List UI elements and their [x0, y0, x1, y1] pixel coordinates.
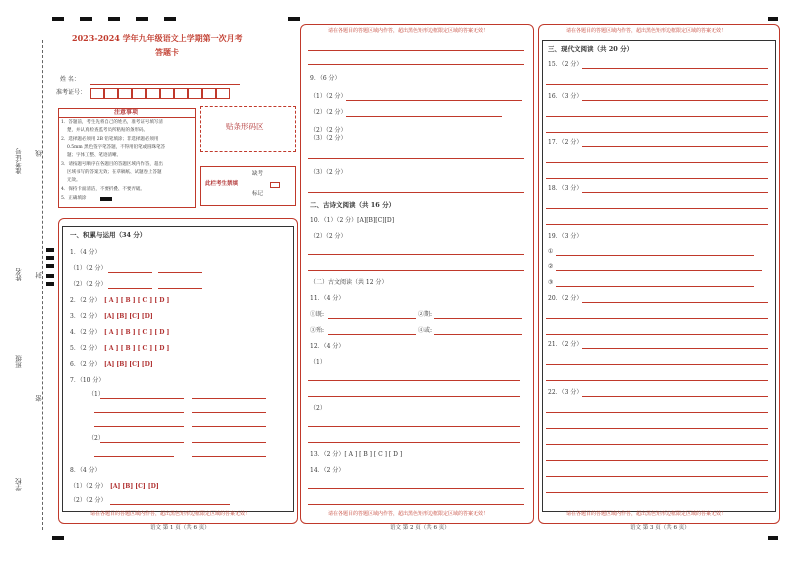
- question-9-4: （3）（2 分）: [310, 135, 347, 142]
- question-5: 5．（2 分）: [70, 345, 101, 352]
- question-11-c: ③殆:: [310, 327, 325, 334]
- answer-line[interactable]: [308, 64, 524, 65]
- answer-line[interactable]: [546, 116, 768, 117]
- answer-line[interactable]: [546, 364, 768, 365]
- registration-mark: [768, 17, 778, 21]
- question-20: 20．（2 分）: [548, 295, 583, 302]
- question-10: 10．（1）（2 分）[A][B][C][D]: [310, 217, 395, 224]
- answer-line[interactable]: [546, 492, 768, 493]
- answer-line[interactable]: [308, 158, 524, 159]
- answer-line[interactable]: [192, 456, 266, 457]
- answer-line[interactable]: [546, 444, 768, 445]
- subsection-heading: （二）古文阅读（共 12 分）: [310, 279, 388, 286]
- notice-title: 注意事项: [114, 109, 139, 116]
- side-label-line: 线: [35, 150, 43, 157]
- question-6: 6．（2 分）: [70, 361, 101, 368]
- id-cell[interactable]: [216, 88, 230, 99]
- registration-mark: [768, 536, 778, 540]
- answer-line[interactable]: [546, 224, 768, 225]
- question-17: 17．（2 分）: [548, 139, 583, 146]
- answer-line[interactable]: [546, 334, 768, 335]
- id-cell[interactable]: [202, 88, 216, 99]
- answer-line[interactable]: [328, 334, 416, 335]
- question-1-1: （1）（2 分）: [70, 265, 107, 272]
- answer-line[interactable]: [158, 288, 202, 289]
- notice-item: 2．选择题必须用 2B 铅笔填涂；非选择题必须用: [61, 137, 159, 142]
- notice-item: 4．保持卡面清洁，不要折叠、不要弄破。: [61, 187, 145, 192]
- question-8-2: （2）（2 分）: [70, 497, 107, 504]
- answer-line[interactable]: [582, 302, 768, 303]
- answer-line[interactable]: [546, 460, 768, 461]
- answer-line[interactable]: [94, 412, 184, 413]
- question-3: 3．（2 分）: [70, 313, 101, 320]
- area-warning: 请在各题目的答题区域内作答，超出黑色矩形边框限定区域的答案无效！: [328, 511, 489, 517]
- choice-options[interactable]: [A] [B] [C] [D]: [104, 313, 153, 320]
- question-14: 14．（2 分）: [310, 467, 345, 474]
- answer-line[interactable]: [192, 398, 266, 399]
- answer-line[interactable]: [308, 50, 524, 51]
- question-7-2: （2）: [88, 435, 104, 442]
- answer-line[interactable]: [328, 318, 416, 319]
- answer-line[interactable]: [100, 398, 184, 399]
- choice-options[interactable]: [ A ] [ B ] [ C ] [ D ]: [104, 329, 170, 336]
- answer-line[interactable]: [546, 380, 768, 381]
- answer-line[interactable]: [546, 208, 768, 209]
- question-4: 4．（2 分）: [70, 329, 101, 336]
- side-label-school: 学校: [15, 478, 23, 491]
- question-19: 19．（3 分）: [548, 233, 583, 240]
- question-9-2: （2）（2 分）: [310, 109, 347, 116]
- answer-line[interactable]: [582, 396, 768, 397]
- area-warning: 请在各题目的答题区域内作答，超出黑色矩形边框限定区域的答案无效！: [566, 511, 727, 517]
- area-warning: 请在各题目的答题区域内作答，超出黑色矩形边框限定区域的答案无效！: [328, 28, 489, 34]
- id-cell[interactable]: [174, 88, 188, 99]
- registration-mark: [46, 264, 54, 268]
- question-10-2: （2）（2 分）: [310, 233, 347, 240]
- absent-mark-label: 标记: [252, 191, 264, 197]
- answer-line[interactable]: [546, 132, 768, 133]
- name-label: 姓 名：: [60, 76, 80, 83]
- notice-item: 题；字体工整、笔迹清晰。: [67, 153, 121, 158]
- answer-line[interactable]: [346, 100, 522, 101]
- registration-mark: [46, 282, 54, 286]
- registration-mark: [46, 256, 54, 260]
- question-7-1: （1）: [88, 391, 104, 398]
- question-12-2: （2）: [310, 405, 326, 412]
- answer-line[interactable]: [434, 318, 522, 319]
- page3-footer: 语文 第 3 页（共 6 页）: [630, 525, 690, 531]
- choice-options[interactable]: [A] [B] [C] [D]: [110, 483, 159, 490]
- answer-line[interactable]: [582, 146, 768, 147]
- answer-line[interactable]: [582, 100, 768, 101]
- choice-options[interactable]: [A] [B] [C] [D]: [104, 361, 153, 368]
- question-9-3: （2）（2 分）: [310, 127, 347, 134]
- notice-item: 无效。: [67, 178, 81, 183]
- answer-line[interactable]: [546, 84, 768, 85]
- answer-line[interactable]: [308, 380, 520, 381]
- notice-divider: [58, 117, 195, 118]
- notice-item: 楚，并认真检查监考员所粘贴的条形码。: [67, 128, 148, 133]
- exam-subtitle: 答题卡: [155, 47, 179, 57]
- question-12: 12．（4 分）: [310, 343, 345, 350]
- question-19-2: ②: [548, 263, 554, 270]
- answer-line[interactable]: [192, 426, 266, 427]
- notice-item: 5．正确填涂: [61, 196, 87, 201]
- answer-line[interactable]: [546, 318, 768, 319]
- answer-line[interactable]: [108, 288, 152, 289]
- absent-checkbox[interactable]: [270, 182, 280, 188]
- id-label: 准考证号：: [56, 89, 87, 96]
- answer-line[interactable]: [546, 178, 768, 179]
- fill-example-mark: [100, 197, 112, 201]
- name-field[interactable]: [90, 84, 240, 85]
- question-8: 8．（4 分）: [70, 467, 101, 474]
- answer-line[interactable]: [546, 476, 768, 477]
- registration-mark: [46, 274, 54, 278]
- answer-line[interactable]: [582, 348, 768, 349]
- area-warning: 请在各题目的答题区域内作答，超出黑色矩形边框限定区域的答案无效！: [90, 511, 251, 517]
- page2-footer: 语文 第 2 页（共 6 页）: [390, 525, 450, 531]
- answer-line[interactable]: [308, 270, 524, 271]
- answer-line[interactable]: [192, 412, 266, 413]
- section-heading: 一、积累与运用（34 分）: [70, 231, 147, 239]
- area-warning: 请在各题目的答题区域内作答，超出黑色矩形边框限定区域的答案无效！: [566, 28, 727, 34]
- answer-line[interactable]: [108, 272, 152, 273]
- question-11-d: ④或:: [418, 327, 433, 334]
- answer-line[interactable]: [546, 412, 768, 413]
- answer-line[interactable]: [308, 488, 524, 489]
- notice-item: 区域书写的答案无效；在草稿纸、试题卷上答题: [67, 170, 162, 175]
- answer-line[interactable]: [308, 504, 524, 505]
- question-12-1: （1）: [310, 359, 326, 366]
- notice-item: 3．请按题号顺序在各题目的答题区域内作答，超出: [61, 162, 163, 167]
- answer-line[interactable]: [582, 68, 768, 69]
- answer-line[interactable]: [556, 270, 762, 271]
- answer-line[interactable]: [546, 428, 768, 429]
- answer-line[interactable]: [308, 396, 520, 397]
- question-11-b: ②期:: [418, 311, 433, 318]
- id-cell[interactable]: [132, 88, 146, 99]
- registration-mark: [164, 17, 176, 21]
- notice-item: 0.5mm 黑色签字笔答题，不得用铅笔或圆珠笔答: [67, 145, 166, 150]
- binding-line: [42, 40, 43, 530]
- question-21: 21．（2 分）: [548, 341, 583, 348]
- question-19-3: ③: [548, 279, 554, 286]
- registration-mark: [136, 17, 148, 21]
- answer-line[interactable]: [556, 255, 754, 256]
- side-label-name: 姓名: [15, 268, 23, 281]
- registration-mark: [46, 248, 54, 252]
- exam-title: 2023-2024 学年九年级语文上学期第一次月考: [72, 33, 243, 43]
- question-7: 7．（10 分）: [70, 377, 105, 384]
- absent-warning: 此栏考生禁填: [205, 181, 239, 187]
- side-label-class: 班级: [15, 355, 23, 368]
- question-16: 16．（3 分）: [548, 93, 583, 100]
- choice-options[interactable]: [ A ] [ B ] [ C ] [ D ]: [104, 345, 170, 352]
- answer-line[interactable]: [546, 162, 768, 163]
- section-heading: 二、古诗文阅读（共 16 分）: [310, 201, 396, 209]
- answer-line[interactable]: [192, 442, 266, 443]
- question-18: 18．（3 分）: [548, 185, 583, 192]
- registration-mark: [52, 17, 64, 21]
- answer-line[interactable]: [308, 442, 520, 443]
- page1-footer: 语文 第 1 页（共 6 页）: [150, 525, 210, 531]
- answer-line[interactable]: [110, 504, 230, 505]
- question-22: 22．（3 分）: [548, 389, 583, 396]
- id-cell[interactable]: [118, 88, 132, 99]
- id-cell[interactable]: [146, 88, 160, 99]
- answer-line[interactable]: [346, 116, 502, 117]
- question-1-2: （2）（2 分）: [70, 281, 107, 288]
- barcode-label: 贴条形码区: [226, 122, 264, 131]
- question-13: 13．（2 分）[ A ] [ B ] [ C ] [ D ]: [310, 451, 403, 458]
- registration-mark: [288, 17, 300, 21]
- notice-item: 1．答题前，考生先将自己的姓名，准考证号填写清: [61, 120, 163, 125]
- question-11: 11．（4 分）: [310, 295, 345, 302]
- registration-mark: [80, 17, 92, 21]
- answer-line[interactable]: [94, 426, 184, 427]
- section-heading: 三、现代文阅读（共 20 分）: [548, 45, 634, 53]
- question-19-1: ①: [548, 248, 554, 255]
- question-2: 2．（2 分）: [70, 297, 101, 304]
- absent-label: 缺考: [252, 171, 264, 177]
- answer-line[interactable]: [158, 272, 202, 273]
- answer-line[interactable]: [94, 456, 174, 457]
- answer-line[interactable]: [308, 426, 520, 427]
- answer-line[interactable]: [434, 334, 522, 335]
- question-8-1: （1）（2 分）: [70, 483, 107, 490]
- answer-line[interactable]: [582, 192, 768, 193]
- page3-inner-frame: [542, 40, 776, 512]
- question-9-5: （3）（2 分）: [310, 169, 347, 176]
- id-cell[interactable]: [104, 88, 118, 99]
- question-15: 15．（2 分）: [548, 61, 583, 68]
- answer-line[interactable]: [556, 286, 754, 287]
- choice-options[interactable]: [ A ] [ B ] [ C ] [ D ]: [104, 297, 170, 304]
- registration-mark: [108, 17, 120, 21]
- side-label-seal: 封: [35, 272, 43, 279]
- question-11-a: ①既:: [310, 311, 325, 318]
- id-cell[interactable]: [90, 88, 104, 99]
- side-label-secret: 密: [35, 395, 43, 402]
- answer-line[interactable]: [308, 192, 524, 193]
- side-label-id: 准考证号: [15, 148, 23, 174]
- answer-line[interactable]: [100, 442, 184, 443]
- registration-mark: [52, 536, 64, 540]
- question-9: 9．（6 分）: [310, 75, 341, 82]
- answer-line[interactable]: [308, 254, 524, 255]
- question-1: 1．（4 分）: [70, 249, 101, 256]
- question-9-1: （1）（2 分）: [310, 93, 347, 100]
- id-cell[interactable]: [160, 88, 174, 99]
- id-cell[interactable]: [188, 88, 202, 99]
